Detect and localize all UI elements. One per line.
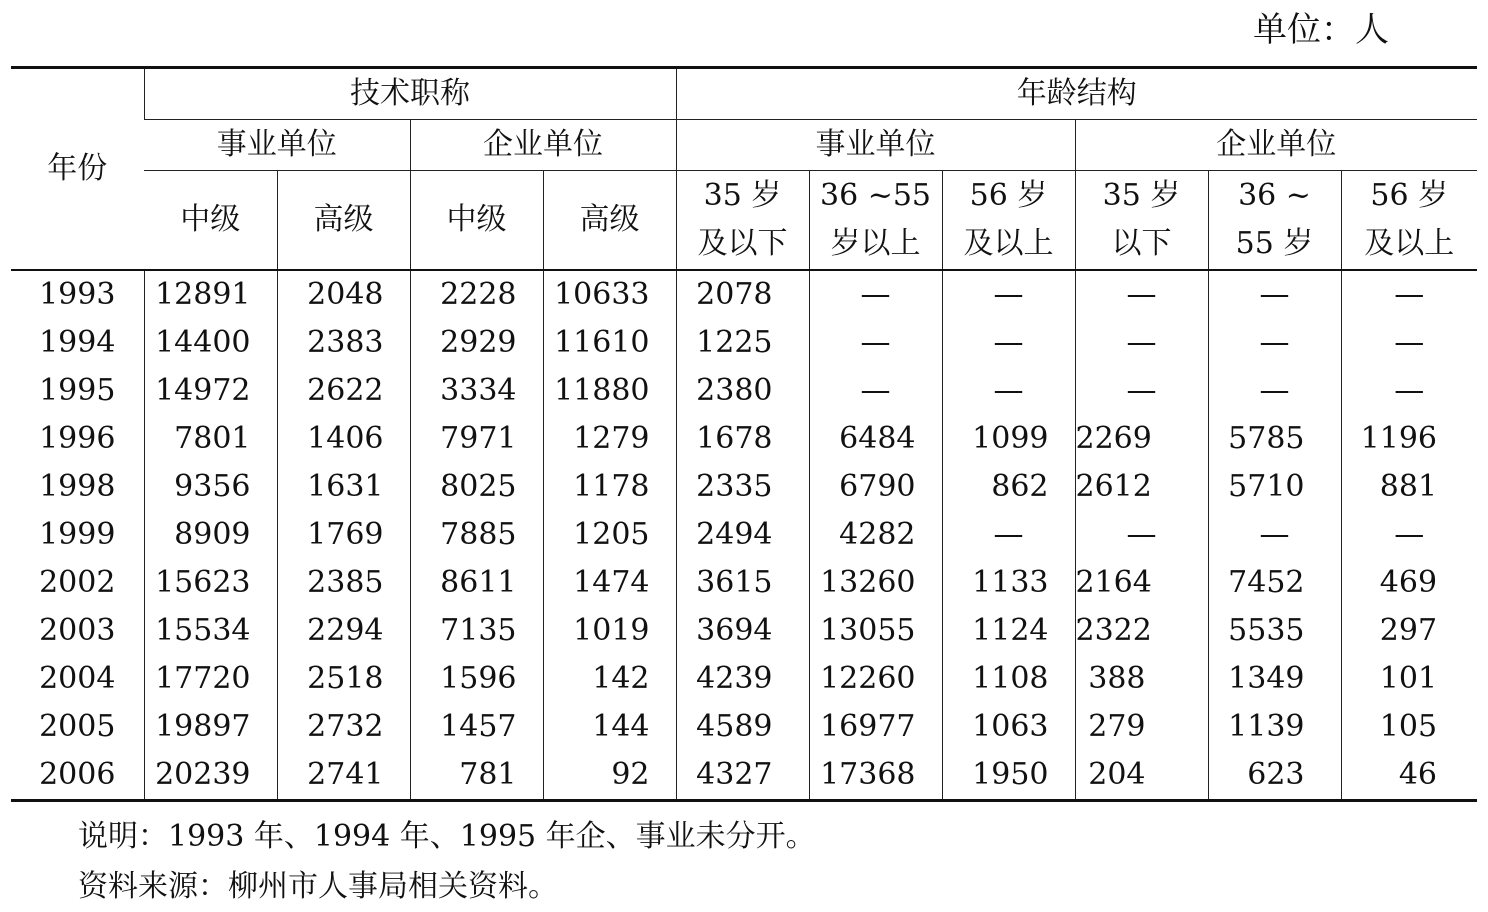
tech-enterprise-mid-cell: 7885 bbox=[410, 511, 543, 559]
age-enterprise-56-cell: — bbox=[1341, 270, 1477, 319]
tech-enterprise-header: 企业单位 bbox=[410, 120, 676, 171]
age-enterprise-56-cell: — bbox=[1341, 367, 1477, 415]
header-line: 岁以上 bbox=[830, 226, 921, 261]
age-enterprise-35-cell: 2612 bbox=[1075, 463, 1208, 511]
age-public-56-cell: 1133 bbox=[942, 559, 1075, 607]
age-enterprise-56-cell: — bbox=[1341, 511, 1477, 559]
age-public-35-cell: 4239 bbox=[676, 655, 809, 703]
age-enterprise-56-cell: 1196 bbox=[1341, 415, 1477, 463]
age-public-35-header bbox=[676, 171, 809, 271]
table-row bbox=[11, 607, 1477, 655]
unit-label: 单位：人 bbox=[1253, 10, 1389, 50]
year-cell: 1993 bbox=[39, 277, 116, 312]
age-enterprise-36-55-cell: — bbox=[1208, 319, 1341, 367]
header-line: 56 岁 bbox=[969, 178, 1048, 213]
age-public-36-55-cell: — bbox=[809, 319, 942, 367]
age-public-36-55-cell: 6790 bbox=[809, 463, 942, 511]
age-public-header: 事业单位 bbox=[676, 120, 1075, 171]
tech-enterprise-senior-cell: 1178 bbox=[543, 463, 676, 511]
age-public-35-cell: 2380 bbox=[676, 367, 809, 415]
age-enterprise-56-cell: 297 bbox=[1341, 607, 1477, 655]
age-enterprise-36-55-cell: — bbox=[1208, 511, 1341, 559]
age-public-56-cell: 1108 bbox=[942, 655, 1075, 703]
tech-enterprise-mid-cell: 7971 bbox=[410, 415, 543, 463]
table-row bbox=[11, 511, 1477, 559]
tech-enterprise-mid-cell: 2929 bbox=[410, 319, 543, 367]
tech-public-senior-cell: 2518 bbox=[277, 655, 410, 703]
age-enterprise-56-header bbox=[1341, 171, 1477, 271]
age-enterprise-header: 企业单位 bbox=[1075, 120, 1477, 171]
tech-enterprise-mid-cell: 8025 bbox=[410, 463, 543, 511]
age-public-56-cell: 1099 bbox=[942, 415, 1075, 463]
table-notes bbox=[78, 812, 816, 912]
age-public-56-cell: — bbox=[942, 511, 1075, 559]
tech-enterprise-senior-cell: 1474 bbox=[543, 559, 676, 607]
age-enterprise-36-55-header bbox=[1208, 171, 1341, 271]
table-body bbox=[11, 270, 1477, 801]
tech-public-mid-cell: 12891 bbox=[144, 270, 277, 319]
age-public-56-cell: 1124 bbox=[942, 607, 1075, 655]
age-public-36-55-cell: 6484 bbox=[809, 415, 942, 463]
year-cell: 2003 bbox=[39, 613, 116, 648]
tech-enterprise-mid-cell: 1457 bbox=[410, 703, 543, 751]
age-public-35-cell: 3615 bbox=[676, 559, 809, 607]
header-row-1 bbox=[11, 68, 1477, 120]
tech-enterprise-senior-cell: 92 bbox=[543, 751, 676, 801]
tech-public-mid-cell: 19897 bbox=[144, 703, 277, 751]
age-public-56-cell: — bbox=[942, 270, 1075, 319]
tech-public-senior-cell: 2383 bbox=[277, 319, 410, 367]
table-header bbox=[11, 68, 1477, 271]
tech-public-mid-cell: 14972 bbox=[144, 367, 277, 415]
age-public-36-55-header bbox=[809, 171, 942, 271]
age-public-35-cell: 1678 bbox=[676, 415, 809, 463]
year-cell: 1994 bbox=[39, 325, 116, 360]
age-public-36-55-cell: 13260 bbox=[809, 559, 942, 607]
age-enterprise-35-cell: 204 bbox=[1075, 751, 1208, 801]
header-line: 55 岁 bbox=[1235, 226, 1314, 261]
age-enterprise-36-55-cell: 5785 bbox=[1208, 415, 1341, 463]
tech-public-senior-cell: 1631 bbox=[277, 463, 410, 511]
age-public-56-cell: 1063 bbox=[942, 703, 1075, 751]
tech-public-mid-cell: 8909 bbox=[144, 511, 277, 559]
age-public-36-55-cell: 16977 bbox=[809, 703, 942, 751]
note-text: 说明：1993 年、1994 年、1995 年企、事业未分开。 bbox=[78, 819, 816, 854]
age-enterprise-35-cell: 279 bbox=[1075, 703, 1208, 751]
header-line: 56 岁 bbox=[1370, 178, 1449, 213]
tech-public-senior-cell: 2385 bbox=[277, 559, 410, 607]
age-enterprise-35-cell: — bbox=[1075, 270, 1208, 319]
age-public-56-cell: — bbox=[942, 367, 1075, 415]
tech-public-mid-header: 中级 bbox=[144, 171, 277, 271]
age-public-36-55-cell: — bbox=[809, 367, 942, 415]
age-structure-group-header: 年龄结构 bbox=[676, 68, 1477, 120]
age-public-35-cell: 4327 bbox=[676, 751, 809, 801]
tech-enterprise-senior-header: 高级 bbox=[543, 171, 676, 271]
tech-enterprise-senior-cell: 144 bbox=[543, 703, 676, 751]
tech-enterprise-senior-cell: 1279 bbox=[543, 415, 676, 463]
tech-public-senior-cell: 1406 bbox=[277, 415, 410, 463]
tech-enterprise-mid-cell: 1596 bbox=[410, 655, 543, 703]
age-public-35-cell: 2494 bbox=[676, 511, 809, 559]
age-enterprise-56-cell: 46 bbox=[1341, 751, 1477, 801]
age-enterprise-56-cell: 101 bbox=[1341, 655, 1477, 703]
year-cell: 2002 bbox=[39, 565, 116, 600]
year-cell: 1998 bbox=[39, 469, 116, 504]
age-enterprise-35-cell: 388 bbox=[1075, 655, 1208, 703]
age-enterprise-56-cell: 469 bbox=[1341, 559, 1477, 607]
header-line: 36 ~55 bbox=[819, 178, 932, 213]
tech-public-senior-cell: 2732 bbox=[277, 703, 410, 751]
table-row bbox=[11, 703, 1477, 751]
age-enterprise-36-55-cell: 5710 bbox=[1208, 463, 1341, 511]
header-row-3 bbox=[11, 171, 1477, 271]
tech-enterprise-senior-cell: 142 bbox=[543, 655, 676, 703]
age-public-56-cell: — bbox=[942, 319, 1075, 367]
source-text: 资料来源：柳州市人事局相关资料。 bbox=[78, 869, 558, 904]
age-enterprise-36-55-cell: 7452 bbox=[1208, 559, 1341, 607]
tech-enterprise-senior-cell: 11610 bbox=[543, 319, 676, 367]
tech-public-senior-header: 高级 bbox=[277, 171, 410, 271]
age-enterprise-35-header bbox=[1075, 171, 1208, 271]
age-enterprise-35-cell: 2164 bbox=[1075, 559, 1208, 607]
age-public-35-cell: 4589 bbox=[676, 703, 809, 751]
tech-public-mid-cell: 17720 bbox=[144, 655, 277, 703]
year-column-header: 年份 bbox=[47, 151, 108, 186]
header-line: 35 岁 bbox=[703, 178, 782, 213]
age-enterprise-36-55-cell: — bbox=[1208, 270, 1341, 319]
tech-public-senior-cell: 2048 bbox=[277, 270, 410, 319]
year-cell: 2005 bbox=[39, 709, 116, 744]
tech-enterprise-senior-cell: 11880 bbox=[543, 367, 676, 415]
age-public-36-55-cell: 4282 bbox=[809, 511, 942, 559]
tech-enterprise-mid-cell: 781 bbox=[410, 751, 543, 801]
table-row bbox=[11, 463, 1477, 511]
tech-enterprise-mid-cell: 3334 bbox=[410, 367, 543, 415]
table-row bbox=[11, 367, 1477, 415]
tech-public-senior-cell: 2622 bbox=[277, 367, 410, 415]
age-enterprise-36-55-cell: 1349 bbox=[1208, 655, 1341, 703]
age-public-36-55-cell: 12260 bbox=[809, 655, 942, 703]
age-enterprise-36-55-cell: 5535 bbox=[1208, 607, 1341, 655]
tech-enterprise-mid-cell: 8611 bbox=[410, 559, 543, 607]
year-cell: 1995 bbox=[39, 373, 116, 408]
year-cell: 2004 bbox=[39, 661, 116, 696]
age-enterprise-36-55-cell: 623 bbox=[1208, 751, 1341, 801]
tech-enterprise-senior-cell: 1205 bbox=[543, 511, 676, 559]
year-cell: 1999 bbox=[39, 517, 116, 552]
age-enterprise-35-cell: 2322 bbox=[1075, 607, 1208, 655]
header-line: 及以下 bbox=[697, 226, 788, 261]
tech-public-senior-cell: 2741 bbox=[277, 751, 410, 801]
table-row bbox=[11, 559, 1477, 607]
tech-enterprise-mid-header: 中级 bbox=[410, 171, 543, 271]
tech-enterprise-senior-cell: 10633 bbox=[543, 270, 676, 319]
age-public-36-55-cell: 17368 bbox=[809, 751, 942, 801]
tech-public-header: 事业单位 bbox=[144, 120, 410, 171]
tech-enterprise-senior-cell: 1019 bbox=[543, 607, 676, 655]
header-line: 及以上 bbox=[1364, 226, 1455, 261]
year-cell: 1996 bbox=[39, 421, 116, 456]
table-row bbox=[11, 319, 1477, 367]
age-enterprise-35-cell: 2269 bbox=[1075, 415, 1208, 463]
age-enterprise-56-cell: 881 bbox=[1341, 463, 1477, 511]
age-public-35-cell: 2335 bbox=[676, 463, 809, 511]
table-row bbox=[11, 751, 1477, 801]
table-row bbox=[11, 655, 1477, 703]
header-line: 以下 bbox=[1111, 226, 1172, 261]
tech-enterprise-mid-cell: 7135 bbox=[410, 607, 543, 655]
age-public-56-cell: 1950 bbox=[942, 751, 1075, 801]
header-line: 及以上 bbox=[963, 226, 1054, 261]
tech-public-senior-cell: 2294 bbox=[277, 607, 410, 655]
tech-public-mid-cell: 9356 bbox=[144, 463, 277, 511]
tech-public-mid-cell: 14400 bbox=[144, 319, 277, 367]
tech-public-mid-cell: 15623 bbox=[144, 559, 277, 607]
age-enterprise-36-55-cell: 1139 bbox=[1208, 703, 1341, 751]
statistics-table bbox=[11, 66, 1477, 802]
header-row-2 bbox=[11, 120, 1477, 171]
age-enterprise-56-cell: — bbox=[1341, 319, 1477, 367]
table-row bbox=[11, 270, 1477, 319]
age-public-56-header bbox=[942, 171, 1075, 271]
age-public-35-cell: 2078 bbox=[676, 270, 809, 319]
age-enterprise-56-cell: 105 bbox=[1341, 703, 1477, 751]
header-line: 36 ~ bbox=[1238, 178, 1311, 213]
age-enterprise-35-cell: — bbox=[1075, 319, 1208, 367]
age-enterprise-35-cell: — bbox=[1075, 511, 1208, 559]
age-enterprise-36-55-cell: — bbox=[1208, 367, 1341, 415]
header-line: 35 岁 bbox=[1102, 178, 1181, 213]
tech-enterprise-mid-cell: 2228 bbox=[410, 270, 543, 319]
age-public-56-cell: 862 bbox=[942, 463, 1075, 511]
tech-public-mid-cell: 15534 bbox=[144, 607, 277, 655]
age-enterprise-35-cell: — bbox=[1075, 367, 1208, 415]
age-public-35-cell: 1225 bbox=[676, 319, 809, 367]
table-row bbox=[11, 415, 1477, 463]
age-public-35-cell: 3694 bbox=[676, 607, 809, 655]
tech-title-group-header: 技术职称 bbox=[144, 68, 676, 120]
tech-public-mid-cell: 20239 bbox=[144, 751, 277, 801]
age-public-36-55-cell: — bbox=[809, 270, 942, 319]
tech-public-senior-cell: 1769 bbox=[277, 511, 410, 559]
year-cell: 2006 bbox=[11, 751, 144, 801]
tech-public-mid-cell: 7801 bbox=[144, 415, 277, 463]
age-public-36-55-cell: 13055 bbox=[809, 607, 942, 655]
